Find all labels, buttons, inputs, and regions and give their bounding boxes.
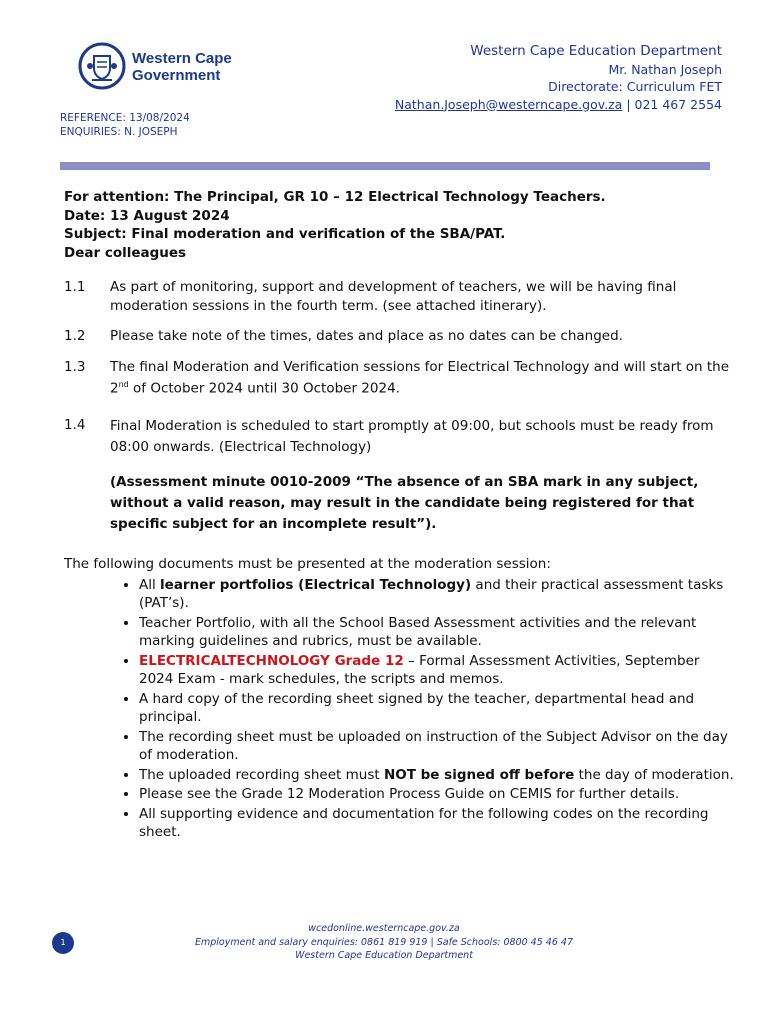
- paragraph-number: 1.3: [64, 358, 86, 375]
- list-item: [139, 652, 734, 689]
- list-item: • All supporting evidence and documentation for the following codes on the recording sheet.: [139, 805, 734, 842]
- paragraph-1-4: [64, 416, 734, 458]
- item-text: and their practical assessment tasks (PAT’s).: [139, 576, 724, 611]
- contact-line: [395, 96, 722, 114]
- item-text: – Formal Assessment Activities, September 2024 Exam - mark schedules, the scripts and memos.: [139, 652, 700, 687]
- paragraph-text: Final Moderation is scheduled to start promptly at 09:00, but schools must be ready from 08:00 onwards. (Electrical Technology): [110, 418, 714, 455]
- phone-number: 021 467 2554: [634, 96, 722, 112]
- department-contact-block: [395, 43, 722, 113]
- contact-name: Mr. Nathan Joseph: [608, 61, 722, 77]
- list-item: • The recording sheet must be uploaded on instruction of the Subject Advisor on the day of moderation.: [139, 728, 734, 765]
- list-item: • Teacher Portfolio, with all the School Based Assessment activities and the relevant marking guidelines and rubrics, must be available.: [139, 614, 734, 651]
- paragraph-text-b: of October 2024 until 30 October 2024.: [128, 380, 400, 397]
- required-documents-list: [64, 576, 734, 842]
- letter-heading: [64, 188, 734, 262]
- reference-block: [60, 111, 190, 139]
- page-number-badge: 1: [52, 932, 74, 954]
- item-bold-text: learner portfolios (Electrical Technology): [160, 576, 472, 593]
- paragraph-text: As part of monitoring, support and development of teachers, we will be having final moderation sessions in the fourth term. (see attached itinerary).: [110, 279, 677, 314]
- date-line: Date: 13 August 2024: [64, 207, 230, 224]
- salutation: Dear colleagues: [64, 244, 187, 261]
- list-item: • A hard copy of the recording sheet signed by the teacher, departmental head and principal.: [139, 690, 734, 727]
- paragraph-text: [110, 358, 734, 399]
- page-footer: [0, 922, 768, 963]
- item-red-text: ELECTRICALTECHNOLOGY Grade 12: [139, 652, 404, 669]
- header-divider: [60, 162, 710, 170]
- logo-line-1: Western Cape: [132, 50, 232, 67]
- contact-separator: |: [622, 96, 635, 112]
- reference: REFERENCE: 13/08/2024: [60, 112, 190, 124]
- ordinal-suffix: nd: [118, 380, 129, 389]
- directorate: Directorate: Curriculum FET: [548, 79, 722, 94]
- footer-department: Western Cape Education Department: [295, 950, 473, 961]
- logo-wordmark: [132, 50, 232, 84]
- item-text: the day of moderation.: [574, 766, 734, 783]
- subject-line: Subject: Final moderation and verification of the SBA/PAT.: [64, 226, 506, 242]
- paragraph-number: 1.4: [64, 417, 86, 433]
- paragraph-1-3: [64, 358, 734, 399]
- paragraph-text: Please take note of the times, dates and place as no dates can be changed.: [110, 328, 623, 344]
- assessment-minute-note: (Assessment minute 0010-2009 “The absence of an SBA mark in any subject, without a valid reason, may result in the candidate being registered for that specific subject for an incomplete result”).: [110, 474, 699, 532]
- footer-website[interactable]: wcedonline.westerncape.gov.za: [308, 923, 460, 934]
- enquiries: ENQUIRIES: N. JOSEPH: [60, 126, 178, 138]
- paragraph-1-1: [64, 278, 734, 315]
- attention-line: For attention: The Principal, GR 10 – 12 Electrical Technology Teachers.: [64, 189, 606, 205]
- logo-line-2: Government: [132, 67, 221, 84]
- list-item: [139, 576, 734, 613]
- western-cape-crest-logo: [78, 42, 126, 90]
- letter-body: [64, 188, 734, 843]
- paragraph-text-a: The final Moderation and Verification sessions for Electrical Technology and will start on the 2: [110, 358, 730, 397]
- item-text: The uploaded recording sheet must: [139, 766, 384, 783]
- paragraph-1-2: [64, 327, 734, 346]
- email-link[interactable]: Nathan.Joseph@westerncape.gov.za: [394, 96, 623, 112]
- paragraph-number: 1.2: [64, 328, 86, 344]
- list-item: • Please see the Grade 12 Moderation Process Guide on CEMIS for further details.: [139, 785, 734, 804]
- department-name: Western Cape Education Department: [470, 43, 722, 59]
- documents-intro: The following documents must be presented at the moderation session:: [64, 556, 551, 572]
- list-item: [139, 766, 734, 785]
- footer-enquiries: Employment and salary enquiries: 0861 819 919 | Safe Schools: 0800 45 46 47: [194, 936, 573, 948]
- item-text: All: [139, 576, 161, 593]
- item-bold-text: NOT be signed off before: [383, 766, 575, 783]
- paragraph-number: 1.1: [64, 279, 86, 295]
